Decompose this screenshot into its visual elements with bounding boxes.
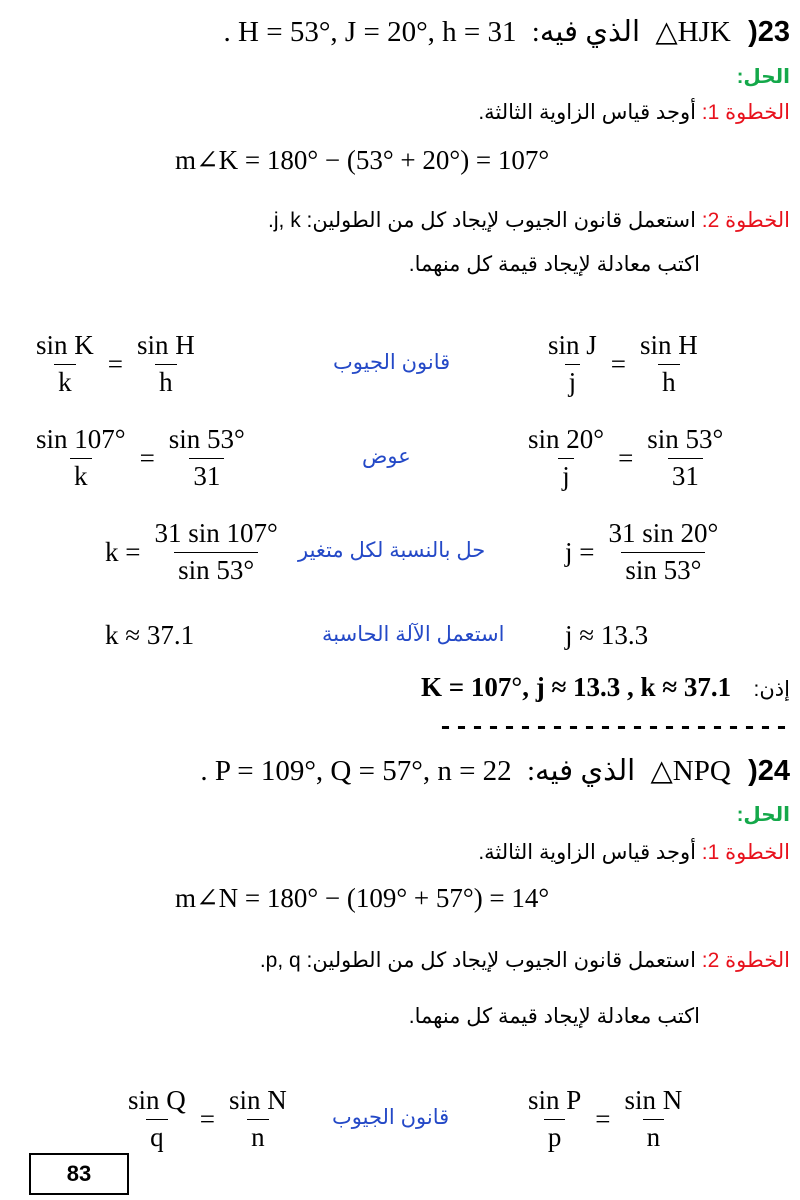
step-1-text-23: أوجد قياس الزاوية الثالثة.: [478, 101, 696, 124]
problem-24-text: الذي فيه:: [526, 755, 636, 787]
step-2-label-23: الخطوة 2:: [701, 209, 790, 232]
fraction-denominator: q: [146, 1119, 168, 1153]
row-label-law-of-sines-24: قانون الجيوب: [332, 1106, 450, 1129]
fraction-denominator: h: [155, 364, 177, 398]
step-2-text-24: استعمل قانون الجيوب لإيجاد كل من الطولين: p, q.: [259, 949, 696, 972]
calc-right-23: j ≈ 13.3: [565, 620, 649, 650]
fraction-denominator: j: [558, 458, 574, 492]
row-label-solve-23: حل بالنسبة لكل متغير: [298, 539, 486, 562]
row-label-calculator-23: استعمل الآلة الحاسبة: [322, 623, 505, 646]
row-label-substitute-23: عوض: [362, 445, 411, 468]
problem-24-given: . P = 109°, Q = 57°, n = 22: [200, 755, 512, 787]
step-1-equation-24: m∠N = 180° − (109° + 57°) = 14°: [175, 883, 550, 913]
fraction-numerator: sin H: [640, 330, 698, 360]
fraction-denominator: n: [643, 1119, 665, 1153]
law-of-sines-right-23: $\frac{\text{sin J}}{j}$ = $\frac{\text{sin H}}{h}$: [540, 330, 706, 398]
write-equation-23: اكتب معادلة لإيجاد قيمة كل منهما.: [408, 253, 700, 276]
problem-23-statement: [224, 14, 790, 49]
fraction-numerator: sin K: [36, 330, 94, 360]
fraction-numerator: sin P: [528, 1085, 582, 1115]
answer-value-23: K = 107°, j ≈ 13.3 , k ≈ 37.1: [421, 672, 732, 702]
fraction-denominator: h: [658, 364, 680, 398]
solve-left-23: [105, 518, 286, 586]
step-1-23: [478, 100, 790, 125]
step-2-label-24: الخطوة 2:: [701, 949, 790, 972]
problem-24-paren: ): [748, 755, 758, 787]
fraction-numerator: sin 107°: [36, 424, 126, 454]
write-equation-24: اكتب معادلة لإيجاد قيمة كل منهما.: [408, 1005, 700, 1028]
separator: ----------------------: [437, 713, 790, 742]
step-1-text-24: أوجد قياس الزاوية الثالثة.: [478, 841, 696, 864]
law-of-sines-right-24: $\frac{\text{sin P}}{p}$ = $\frac{\text{sin N}}{n}$: [520, 1085, 690, 1153]
problem-23-paren: ): [748, 16, 758, 48]
problem-23-given: . H = 53°, J = 20°, h = 31: [223, 16, 517, 48]
fraction-denominator: j: [565, 364, 581, 398]
row-label-law-of-sines-23: قانون الجيوب: [333, 351, 451, 374]
step-2-23: [268, 208, 790, 233]
fraction-numerator: sin 53°: [647, 424, 724, 454]
fraction-numerator: sin Q: [128, 1085, 186, 1115]
fraction-denominator: sin 53°: [621, 552, 705, 586]
fraction-numerator: 31 sin 20°: [608, 518, 719, 548]
solution-label-24: الحل:: [736, 804, 790, 826]
fraction-numerator: sin H: [137, 330, 195, 360]
fraction-denominator: p: [544, 1119, 566, 1153]
solve-right-23: [565, 518, 726, 586]
problem-23-text: الذي فيه:: [531, 16, 641, 48]
fraction-denominator: 31: [668, 458, 703, 492]
problem-24-triangle: △NPQ: [650, 755, 731, 787]
fraction-denominator: n: [247, 1119, 269, 1153]
step-1-label-24: الخطوة 1:: [701, 841, 790, 864]
page-number: 83: [29, 1153, 129, 1195]
fraction-denominator: 31: [189, 458, 224, 492]
law-of-sines-left-23: $\frac{\text{sin K}}{k}$ = $\frac{\text{sin H}}{h}$: [28, 330, 203, 398]
substitute-right-23: $\frac{\sin 20^\circ}{j}$ = $\frac{\sin 53^\circ}{31}$: [520, 424, 731, 492]
variable-k: k =: [105, 536, 141, 567]
fraction-numerator: sin J: [548, 330, 597, 360]
fraction-numerator: sin 20°: [528, 424, 605, 454]
step-2-text-23: استعمل قانون الجيوب لإيجاد كل من الطولين: j, k.: [268, 209, 696, 232]
solution-label-23: الحل:: [736, 66, 790, 88]
variable-j: j =: [565, 536, 595, 567]
fraction-numerator: 31 sin 107°: [154, 518, 278, 548]
fraction-numerator: sin N: [229, 1085, 287, 1115]
problem-24-number: 24: [757, 755, 790, 787]
problem-24-statement: [200, 753, 790, 788]
fraction-denominator: sin 53°: [174, 552, 258, 586]
calc-left-23: k ≈ 37.1: [105, 620, 195, 650]
fraction-numerator: sin N: [624, 1085, 683, 1115]
problem-23-triangle: △HJK: [655, 16, 731, 48]
fraction-denominator: k: [70, 458, 92, 492]
answer-label-23: إذن:: [753, 678, 790, 701]
law-of-sines-left-24: $\frac{\text{sin Q}}{q}$ = $\frac{\text{sin N}}{n}$: [120, 1085, 295, 1153]
step-1-equation-23: m∠K = 180° − (53° + 20°) = 107°: [175, 145, 550, 175]
fraction-denominator: k: [54, 364, 76, 398]
substitute-left-23: $\frac{\sin 107^\circ}{k}$ = $\frac{\sin 53^\circ}{31}$: [28, 424, 253, 492]
answer-23: [421, 672, 790, 703]
fraction-numerator: sin 53°: [168, 424, 245, 454]
step-1-24: [478, 840, 790, 865]
problem-23-number: 23: [757, 16, 790, 48]
step-2-24: [260, 948, 790, 973]
step-1-label-23: الخطوة 1:: [701, 101, 790, 124]
